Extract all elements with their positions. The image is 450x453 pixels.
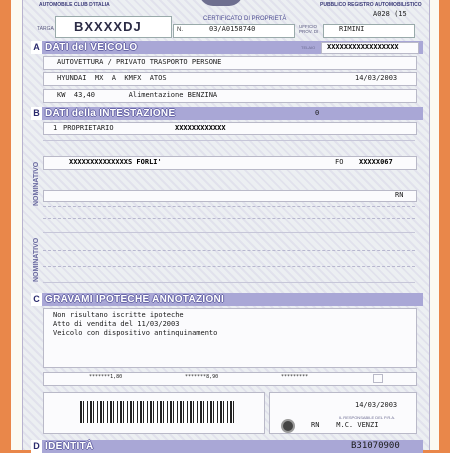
section-b-header [31, 107, 423, 120]
section-c-title: GRAVAMI IPOTECHE ANNOTAZIONI [45, 294, 225, 305]
section-d-letter: D [31, 440, 42, 453]
birth-field [43, 190, 417, 202]
checkbox [373, 374, 383, 383]
owner-number: 1 [53, 124, 58, 132]
section-a-header [31, 41, 423, 54]
vehicle-model: HYUNDAI MX A KMFX ATOS [57, 74, 167, 82]
aci-logo-icon [281, 419, 295, 433]
vehicle-type: AUTOVETTURA / PRIVATO TRASPORTO PERSONE [57, 58, 222, 66]
signature-name: RN M.C. VENZI [311, 421, 379, 429]
header-issuer: AUTOMOBILE CLUB D'ITALIA [39, 2, 110, 8]
targa-value: BXXXXDJ [74, 19, 142, 34]
annotation-line: Veicolo con dispositivo antinquinamento [53, 329, 218, 337]
vehicle-power: KW 43,40 Alimentazione BENZINA [57, 91, 218, 99]
section-a-title: DATI del VEICOLO [45, 42, 138, 53]
owner-cap: XXXXX067 [359, 158, 393, 166]
nominativo-label-1: NOMINATIVO [33, 161, 40, 206]
fee-amount-3: ********* [281, 374, 309, 380]
ufficio-field [323, 24, 415, 38]
targa-label: TARGA [37, 26, 54, 32]
section-c-letter: C [31, 293, 42, 306]
section-d-code: B31070900 [351, 441, 400, 451]
header-code: A028 (15 [373, 10, 407, 18]
telaio-label: TELAIO [301, 45, 316, 50]
telaio-value: XXXXXXXXXXXXXXXXX [327, 43, 399, 51]
certificate-document [22, 0, 430, 450]
signature-label: IL RESPONSABILE DEL P.R.A. [339, 415, 396, 420]
fee-amount-2: *******8,90 [185, 374, 219, 380]
issue-date: 14/03/2003 [355, 401, 398, 409]
section-b-letter: B [31, 107, 42, 120]
barcode [80, 401, 234, 423]
owner-address: XXXXXXXXXXXXXXS FORLI' [69, 158, 162, 166]
section-d-title: IDENTITÀ [45, 441, 94, 452]
annotation-line: Atto di vendita del 11/03/2003 [53, 320, 180, 328]
section-a-letter: A [31, 41, 42, 54]
divider [43, 218, 415, 219]
fee-amount-1: *******1,80 [89, 374, 123, 380]
nominativo-label-2: NOMINATIVO [33, 237, 40, 282]
certificate-number: 03/A0158740 [209, 25, 256, 33]
ufficio-value: RIMINI [339, 25, 365, 33]
owner-role: PROPRIETARIO [63, 124, 114, 132]
owner-province: FO [335, 158, 344, 166]
number-label: N. [177, 27, 183, 33]
header-registry: PUBBLICO REGISTRO AUTOMOBILISTICO [320, 2, 422, 8]
divider [43, 266, 415, 267]
section-c-header [31, 293, 423, 306]
divider [43, 282, 415, 283]
birth-province: RN [395, 191, 404, 199]
emblem-seal [199, 0, 243, 6]
ufficio-label: UFFICIO PROV. DI [299, 24, 319, 34]
divider [43, 206, 415, 207]
section-b-title: DATI della INTESTAZIONE [45, 108, 176, 119]
annotation-line: Non risultano iscritte ipoteche [53, 311, 184, 319]
owner-name: XXXXXXXXXXXX [175, 124, 226, 132]
divider [43, 250, 415, 251]
section-d-header [31, 440, 423, 453]
registration-date: 14/03/2003 [355, 74, 398, 82]
certificate-label: CERTIFICATO DI PROPRIETÀ [203, 16, 287, 22]
divider [43, 140, 415, 141]
section-b-count: 0 [315, 109, 320, 117]
divider [43, 232, 415, 233]
